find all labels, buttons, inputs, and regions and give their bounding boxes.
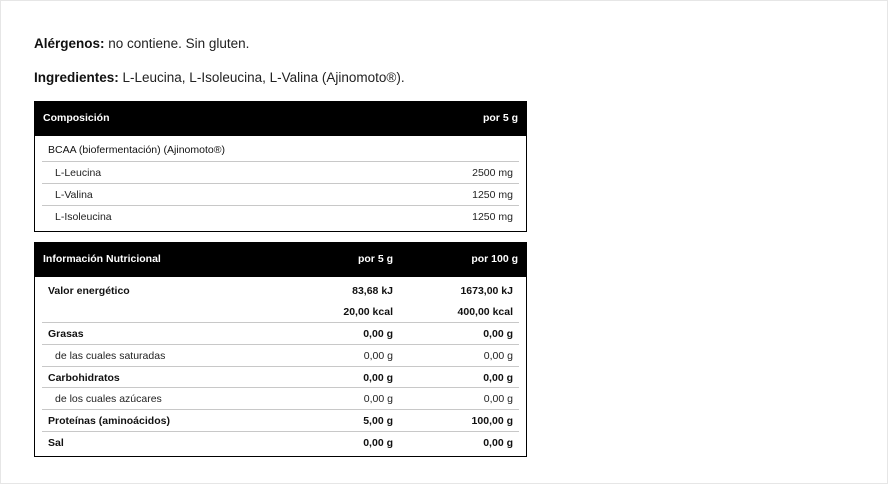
nutrient-name: de los cuales azúcares [55, 393, 162, 405]
composition-group-row [42, 136, 519, 162]
nutrient-name: Grasas [48, 328, 84, 340]
table-row [42, 367, 519, 388]
nutrient-per100: 0,00 g [483, 437, 513, 449]
nutrition-header-per5: por 5 g [357, 253, 393, 265]
nutrition-header-per100: por 100 g [471, 253, 518, 265]
composition-row-value: 1250 mg [472, 189, 513, 201]
energy-kj-per5: 83,68 kJ [352, 285, 393, 297]
energy-label: Valor energético [48, 285, 130, 297]
nutrient-per100: 0,00 g [483, 328, 513, 340]
composition-header [35, 102, 526, 136]
composition-group-label: BCAA (biofermentación) (Ajinomoto®) [48, 144, 225, 156]
nutrient-per5: 0,00 g [363, 393, 393, 405]
table-row [42, 323, 519, 345]
nutrient-name: Proteínas (aminoácidos) [48, 415, 170, 427]
nutrient-per5: 0,00 g [363, 372, 393, 384]
table-row [42, 184, 519, 206]
nutrient-name: de las cuales saturadas [55, 350, 166, 362]
composition-row-name: L-Valina [55, 189, 93, 201]
allergens-label: Alérgenos: [34, 36, 105, 51]
energy-kcal-per5: 20,00 kcal [343, 306, 393, 318]
nutrition-table [34, 242, 527, 457]
energy-kcal-per100: 400,00 kcal [457, 306, 513, 318]
composition-row-name: L-Leucina [55, 167, 102, 179]
nutrient-per5: 0,00 g [363, 350, 393, 362]
table-row [42, 388, 519, 410]
nutrient-per5: 5,00 g [363, 415, 393, 427]
composition-row-value: 1250 mg [472, 211, 513, 223]
table-row [42, 345, 519, 367]
energy-row [42, 277, 519, 323]
ingredients-line [34, 70, 405, 85]
ingredients-label: Ingredientes: [34, 70, 119, 85]
composition-row-value: 2500 mg [472, 167, 513, 179]
allergens-text: no contiene. Sin gluten. [104, 36, 250, 51]
nutrient-name: Sal [48, 437, 64, 449]
nutrition-header-title: Información Nutricional [43, 253, 161, 265]
nutrient-per100: 100,00 g [471, 415, 513, 427]
table-row [42, 410, 519, 432]
table-row [42, 432, 519, 454]
composition-table [34, 101, 527, 232]
composition-row-name: L-Isoleucina [55, 211, 112, 223]
composition-header-title: Composición [43, 112, 110, 124]
nutrient-per100: 0,00 g [483, 350, 513, 362]
ingredients-text: L-Leucina, L-Isoleucina, L-Valina (Ajinomoto®). [118, 70, 405, 85]
table-row [42, 206, 519, 228]
nutrient-per5: 0,00 g [363, 328, 393, 340]
composition-header-serving: por 5 g [482, 112, 518, 124]
allergens-line [34, 36, 249, 51]
energy-kj-per100: 1673,00 kJ [460, 285, 513, 297]
nutrient-per100: 0,00 g [483, 372, 513, 384]
nutrient-per100: 0,00 g [483, 393, 513, 405]
nutrient-name: Carbohidratos [48, 372, 120, 384]
nutrition-header [35, 243, 526, 277]
nutrient-per5: 0,00 g [363, 437, 393, 449]
table-row [42, 162, 519, 184]
